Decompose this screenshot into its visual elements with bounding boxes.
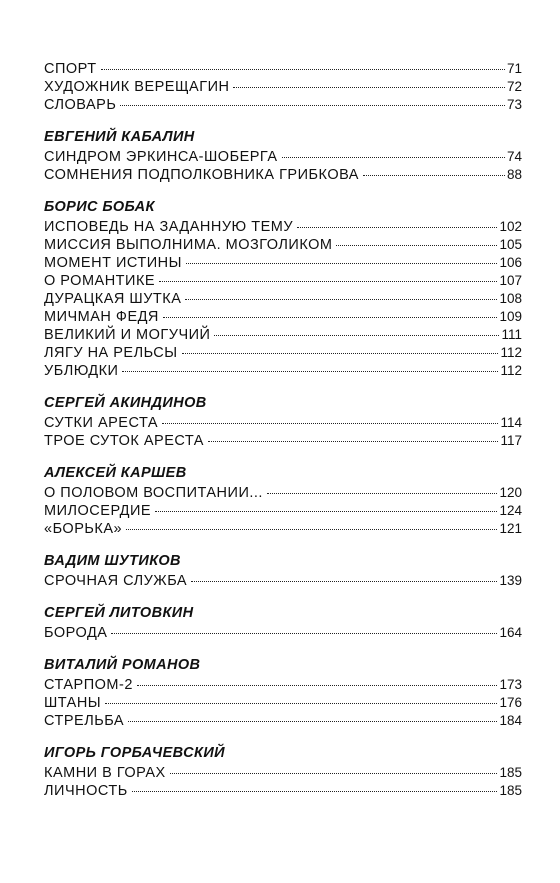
toc-section [44,744,522,800]
page-number: 105 [499,237,522,252]
page-number: 112 [500,345,522,360]
toc-entry [44,414,522,432]
toc-entry [44,362,522,380]
entry-title: СИНДРОМ ЭРКИНСА-ШОБЕРГА [44,149,278,165]
author-heading: ВАДИМ ШУТИКОВ [44,553,181,569]
entry-title: МИЧМАН ФЕДЯ [44,309,159,325]
toc-entry [44,502,522,520]
entry-title: СРОЧНАЯ СЛУЖБА [44,573,188,589]
toc-entry [44,712,522,730]
entry-title: «БОРЬКА» [44,521,123,537]
dot-leader [162,423,498,424]
toc-entry [44,344,522,362]
toc-entry [44,432,522,450]
toc-entry [44,60,522,78]
entry-title: БОРОДА [44,625,108,641]
toc-section [44,656,522,730]
toc-entry [44,572,522,590]
toc-entry [44,218,522,236]
toc-section [44,604,522,642]
page-number: 176 [499,695,522,710]
entry-title: КАМНИ В ГОРАХ [44,765,166,781]
toc-entry [44,236,522,254]
author-heading: ИГОРЬ ГОРБАЧЕВСКИЙ [44,745,225,761]
toc-entry [44,308,522,326]
author-heading: СЕРГЕЙ АКИНДИНОВ [44,395,207,411]
page-number: 139 [499,573,522,588]
toc-entry [44,624,522,642]
entry-title: МИЛОСЕРДИЕ [44,503,152,519]
page-number: 71 [506,61,522,76]
author-heading: ВИТАЛИЙ РОМАНОВ [44,657,201,673]
entry-title: ДУРАЦКАЯ ШУТКА [44,291,182,307]
author-heading: АЛЕКСЕЙ КАРШЕВ [44,465,187,481]
dot-leader [208,441,499,442]
dot-leader [267,493,498,494]
page-number: 102 [499,219,522,234]
toc-section [44,198,522,380]
dot-leader [155,511,497,512]
page-number: 185 [499,783,522,798]
entry-title: ВЕЛИКИЙ И МОГУЧИЙ [44,327,211,343]
dot-leader [163,317,498,318]
dot-leader [186,263,498,264]
dot-leader [191,581,497,582]
toc-entry [44,78,522,96]
toc-entry [44,166,522,184]
toc-section [44,60,522,114]
entry-title: МИССИЯ ВЫПОЛНИМА. МОЗГОЛИКОМ [44,237,333,253]
dot-leader [132,791,498,792]
page-number: 164 [499,625,522,640]
entry-title: О РОМАНТИКЕ [44,273,156,289]
dot-leader [120,105,505,106]
toc-entry [44,326,522,344]
page-number: 114 [500,415,522,430]
entry-title: ХУДОЖНИК ВЕРЕЩАГИН [44,79,230,95]
entry-title: ЛЯГУ НА РЕЛЬСЫ [44,345,178,361]
entry-title: СУТКИ АРЕСТА [44,415,159,431]
entry-title: СПОРТ [44,61,97,77]
dot-leader [214,335,499,336]
toc-entry [44,272,522,290]
dot-leader [185,299,497,300]
page-number: 109 [499,309,522,324]
toc-entry [44,96,522,114]
dot-leader [170,773,498,774]
entry-title: МОМЕНТ ИСТИНЫ [44,255,182,271]
toc-entry [44,764,522,782]
toc-entry [44,290,522,308]
author-heading: СЕРГЕЙ ЛИТОВКИН [44,605,194,621]
toc-section [44,394,522,450]
dot-leader [128,721,497,722]
page-number: 124 [499,503,522,518]
dot-leader [126,529,497,530]
entry-title: СТРЕЛЬБА [44,713,125,729]
dot-leader [182,353,499,354]
dot-leader [282,157,505,158]
entry-title: СЛОВАРЬ [44,97,117,113]
table-of-contents [44,60,522,814]
entry-title: СОМНЕНИЯ ПОДПОЛКОВНИКА ГРИБКОВА [44,167,359,183]
page-number: 72 [506,79,522,94]
page-number: 173 [499,677,522,692]
page-number: 121 [499,521,522,536]
toc-entry [44,782,522,800]
author-heading: БОРИС БОБАК [44,199,155,215]
toc-entry [44,254,522,272]
toc-entry [44,520,522,538]
page-number: 74 [506,149,522,164]
toc-section [44,128,522,184]
dot-leader [105,703,497,704]
dot-leader [336,245,497,246]
entry-title: ШТАНЫ [44,695,102,711]
page-number: 185 [499,765,522,780]
author-heading: ЕВГЕНИЙ КАБАЛИН [44,129,195,145]
entry-title: ТРОЕ СУТОК АРЕСТА [44,433,204,449]
dot-leader [363,175,505,176]
toc-entry [44,676,522,694]
page-number: 106 [499,255,522,270]
entry-title: УБЛЮДКИ [44,363,119,379]
page-number: 88 [506,167,522,182]
page-number: 73 [506,97,522,112]
dot-leader [111,633,497,634]
toc-section [44,464,522,538]
page-number: 120 [499,485,522,500]
page-number: 184 [499,713,522,728]
page-number: 112 [500,363,522,378]
entry-title: ИСПОВЕДЬ НА ЗАДАННУЮ ТЕМУ [44,219,294,235]
dot-leader [122,371,498,372]
entry-title: О ПОЛОВОМ ВОСПИТАНИИ... [44,485,263,501]
page-number: 117 [500,433,522,448]
toc-section [44,552,522,590]
entry-title: ЛИЧНОСТЬ [44,783,128,799]
dot-leader [159,281,497,282]
dot-leader [101,69,505,70]
dot-leader [233,87,505,88]
page-number: 111 [501,327,522,342]
toc-entry [44,148,522,166]
toc-entry [44,694,522,712]
dot-leader [137,685,498,686]
entry-title: СТАРПОМ-2 [44,677,133,693]
dot-leader [297,227,497,228]
page-number: 108 [499,291,522,306]
toc-entry [44,484,522,502]
page-number: 107 [499,273,522,288]
